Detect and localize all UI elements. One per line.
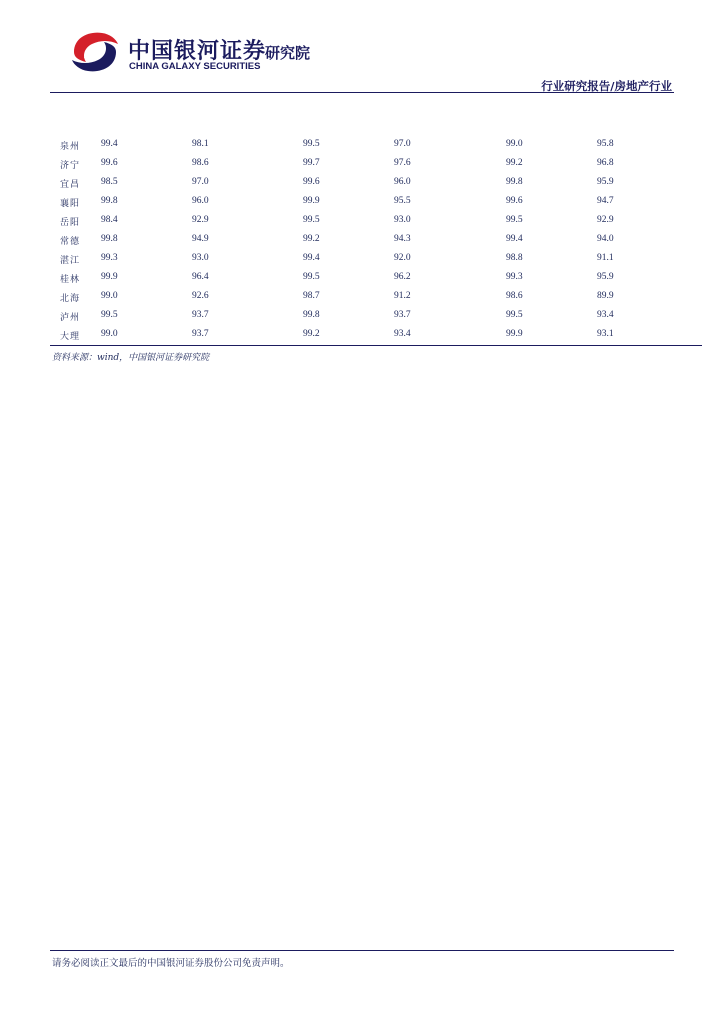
value-cell: 92.6 [192,291,209,301]
value-cell: 98.6 [506,291,523,301]
value-cell: 98.1 [192,139,209,149]
city-cell: 大理 [60,332,81,342]
value-cell: 99.5 [101,310,118,320]
value-cell: 97.0 [394,139,411,149]
table-row [50,136,702,155]
value-cell: 95.9 [597,177,614,187]
value-cell: 95.5 [394,196,411,206]
value-cell: 96.0 [394,177,411,187]
value-cell: 99.6 [303,177,320,187]
value-cell: 97.6 [394,158,411,168]
value-cell: 93.1 [597,329,614,339]
page-header [0,0,724,96]
value-cell: 99.0 [101,329,118,339]
value-cell: 96.0 [192,196,209,206]
galaxy-logo-icon [70,30,120,74]
value-cell: 98.6 [192,158,209,168]
table-row [50,288,702,307]
value-cell: 89.9 [597,291,614,301]
city-cell: 湛江 [60,256,81,266]
value-cell: 99.5 [303,215,320,225]
header-divider [50,92,674,93]
value-cell: 99.8 [303,310,320,320]
value-cell: 99.3 [506,272,523,282]
table-row [50,326,702,345]
report-type: 行业研究报告/房地产行业 [541,79,672,93]
table-bottom-rule [50,345,702,346]
city-cell: 襄阳 [60,199,81,209]
value-cell: 99.0 [101,291,118,301]
value-cell: 99.6 [506,196,523,206]
value-cell: 99.9 [303,196,320,206]
value-cell: 99.4 [506,234,523,244]
city-cell: 常德 [60,237,81,247]
value-cell: 92.0 [394,253,411,263]
value-cell: 99.0 [506,139,523,149]
value-cell: 93.0 [192,253,209,263]
value-cell: 99.3 [101,253,118,263]
footer-divider [50,950,674,951]
data-table [50,136,702,345]
value-cell: 94.7 [597,196,614,206]
city-cell: 北海 [60,294,81,304]
value-cell: 93.0 [394,215,411,225]
value-cell: 98.5 [101,177,118,187]
table-row [50,155,702,174]
value-cell: 98.4 [101,215,118,225]
company-name-cn: 中国银河证券 [128,39,267,64]
value-cell: 92.9 [597,215,614,225]
value-cell: 92.9 [192,215,209,225]
value-cell: 94.9 [192,234,209,244]
table-row [50,250,702,269]
value-cell: 91.2 [394,291,411,301]
value-cell: 99.2 [303,329,320,339]
value-cell: 96.8 [597,158,614,168]
value-cell: 94.3 [394,234,411,244]
value-cell: 99.4 [303,253,320,263]
value-cell: 98.8 [506,253,523,263]
city-cell: 岳阳 [60,218,81,228]
value-cell: 99.2 [506,158,523,168]
value-cell: 99.5 [303,139,320,149]
value-cell: 96.2 [394,272,411,282]
city-cell: 泉州 [60,142,81,152]
value-cell: 99.5 [303,272,320,282]
value-cell: 99.8 [506,177,523,187]
city-cell: 宜昌 [60,180,81,190]
value-cell: 99.5 [506,310,523,320]
value-cell: 99.7 [303,158,320,168]
city-cell: 泸州 [60,313,81,323]
value-cell: 99.8 [101,234,118,244]
value-cell: 95.9 [597,272,614,282]
value-cell: 93.7 [192,329,209,339]
value-cell: 98.7 [303,291,320,301]
value-cell: 96.4 [192,272,209,282]
value-cell: 99.2 [303,234,320,244]
department-name: 研究院 [265,44,311,62]
value-cell: 91.1 [597,253,614,263]
disclaimer-note: 请务必阅读正文最后的中国银河证券股份公司免责声明。 [52,958,290,969]
value-cell: 94.0 [597,234,614,244]
table-row [50,307,702,326]
table-row [50,193,702,212]
value-cell: 99.9 [101,272,118,282]
value-cell: 99.8 [101,196,118,206]
table-row [50,231,702,250]
table-row [50,174,702,193]
city-cell: 济宁 [60,161,81,171]
value-cell: 93.7 [192,310,209,320]
city-cell: 桂林 [60,275,81,285]
table-row [50,212,702,231]
source-note: 资料来源：wind，中国银河证券研究院 [52,353,210,363]
value-cell: 95.8 [597,139,614,149]
value-cell: 97.0 [192,177,209,187]
value-cell: 93.7 [394,310,411,320]
value-cell: 93.4 [597,310,614,320]
value-cell: 99.9 [506,329,523,339]
table-row [50,269,702,288]
value-cell: 99.6 [101,158,118,168]
value-cell: 93.4 [394,329,411,339]
value-cell: 99.5 [506,215,523,225]
value-cell: 99.4 [101,139,118,149]
company-name-en: CHINA GALAXY SECURITIES [129,61,261,72]
